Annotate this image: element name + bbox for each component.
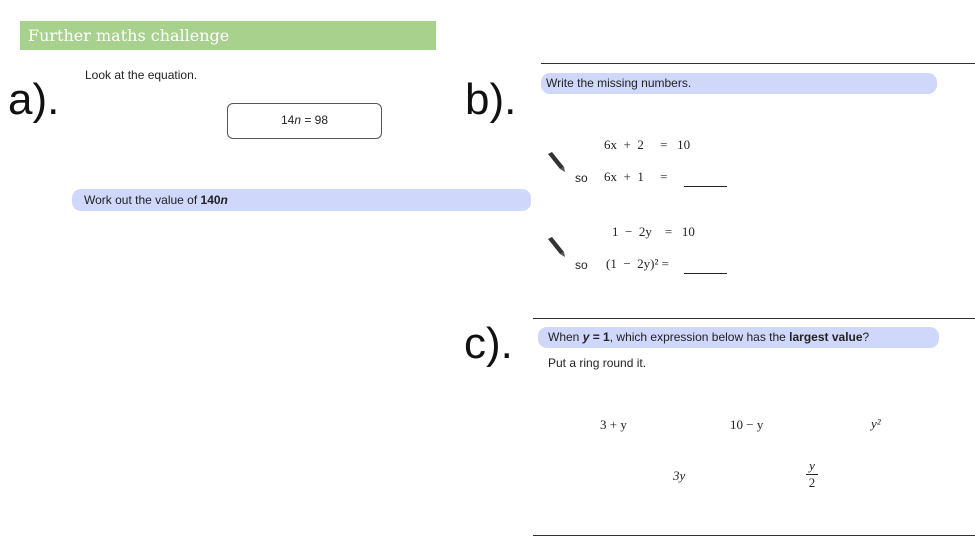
b-q2-line1: 1 − 2y = 10 <box>612 224 695 239</box>
part-c-header <box>538 327 939 348</box>
c-header-prefix: When <box>548 330 583 344</box>
expression-option[interactable]: y² <box>871 416 881 431</box>
c-header-bold: largest value <box>789 330 863 344</box>
part-c-top-rule <box>533 318 975 319</box>
b-q2-line2: (1 − 2y)² = <box>606 256 669 271</box>
expression-option[interactable]: 3y <box>673 468 686 483</box>
task-var: n <box>220 193 228 207</box>
expression-option[interactable]: 10 − y <box>730 417 764 432</box>
part-b-label: b). <box>465 75 517 124</box>
part-b-top-rule <box>541 63 975 64</box>
b-q2-so: so <box>575 258 588 272</box>
part-c-bottom-rule <box>533 535 975 536</box>
equation-coef: 14 <box>280 113 295 127</box>
b-q1-so: so <box>575 171 588 185</box>
part-b-header: Write the missing numbers. <box>541 73 937 94</box>
expression-option-fraction[interactable] <box>806 460 818 489</box>
c-header-var: y <box>582 330 590 344</box>
pencil-icon <box>546 151 568 173</box>
b-q1-line2: 6x + 1 = <box>604 169 668 184</box>
task-bold: 140 <box>200 193 221 207</box>
c-header-end: ? <box>862 330 870 344</box>
part-a-task <box>72 189 531 211</box>
part-c-label: c). <box>464 319 513 368</box>
task-prefix: Work out the value of <box>84 193 201 207</box>
part-c-instruction: Put a ring round it. <box>548 356 647 370</box>
c-header-mid: , which expression below has the <box>609 330 790 344</box>
part-a-intro: Look at the equation. <box>85 68 198 82</box>
equation-box <box>227 103 382 139</box>
equation-rest: = 98 <box>301 113 329 127</box>
equation-var: n <box>294 113 301 127</box>
b-q1-line1: 6x + 2 = 10 <box>604 137 691 152</box>
b-q1-answer-blank[interactable] <box>684 186 727 187</box>
expression-option[interactable]: 3 + y <box>600 417 627 432</box>
fraction-numerator: y <box>809 458 815 473</box>
part-a-label: a). <box>8 75 60 124</box>
b-q2-answer-blank[interactable] <box>684 273 727 274</box>
c-header-eq: = 1 <box>589 330 610 344</box>
fraction-denominator: 2 <box>808 475 816 490</box>
banner-title: Further maths challenge <box>20 21 436 50</box>
pencil-icon <box>546 236 568 258</box>
